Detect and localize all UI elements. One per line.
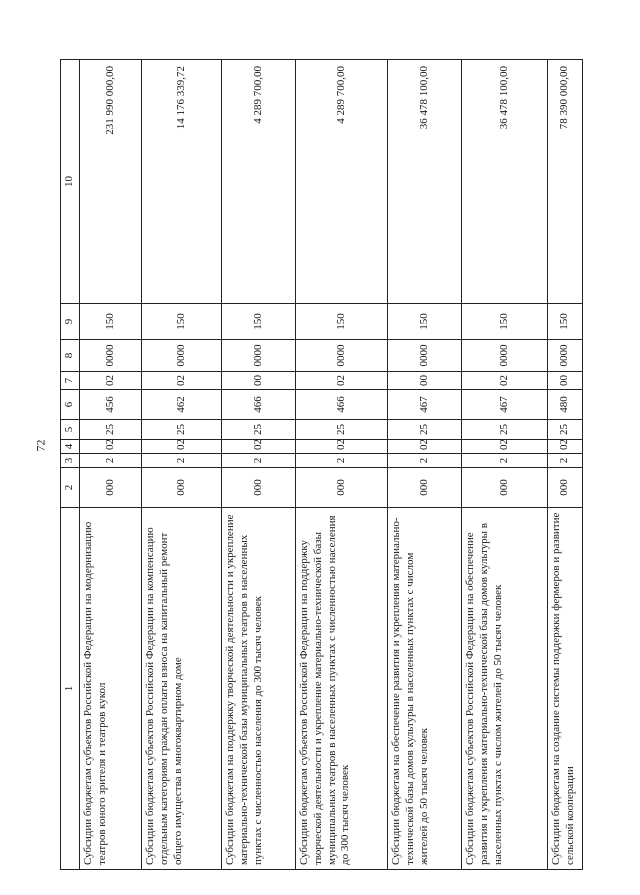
- header-row: [61, 60, 80, 870]
- code-cell: 000: [388, 468, 462, 508]
- code-cell: 466: [296, 390, 388, 420]
- code-cell: 25: [462, 420, 548, 440]
- code-cell: 2: [222, 454, 296, 468]
- code-cell: 0000: [548, 340, 583, 372]
- header-cell: 9: [61, 304, 80, 340]
- code-cell: 150: [222, 304, 296, 340]
- header-cell: 7: [61, 372, 80, 390]
- code-cell: 02: [222, 440, 296, 454]
- code-cell: 0000: [296, 340, 388, 372]
- code-cell: 2: [296, 454, 388, 468]
- code-cell: 000: [296, 468, 388, 508]
- header-cell: 8: [61, 340, 80, 372]
- code-cell: 000: [548, 468, 583, 508]
- row-name: Субсидии бюджетам на обеспечение развития и укрепления материально-технической базы домов культуры в населенных пунктах с числом жителей до 50 тысяч человек: [388, 508, 462, 870]
- code-cell: 2: [80, 454, 142, 468]
- code-cell: 467: [388, 390, 462, 420]
- amount-cell: 36 478 100,00: [462, 60, 548, 304]
- rotated-table-frame: [60, 60, 576, 870]
- code-cell: 467: [462, 390, 548, 420]
- code-cell: 02: [296, 440, 388, 454]
- code-cell: 02: [462, 440, 548, 454]
- code-cell: 000: [142, 468, 222, 508]
- code-cell: 00: [222, 372, 296, 390]
- amount-cell: 4 289 700,00: [222, 60, 296, 304]
- table-row: [548, 60, 583, 870]
- row-name: Субсидии бюджетам субъектов Российской Федерации на обеспечение развития и укрепления материально-технической базы домов культуры в населенных пунктах с числом жителей до 50 тысяч человек: [462, 508, 548, 870]
- amount-cell: 14 176 339,72: [142, 60, 222, 304]
- code-cell: 25: [142, 420, 222, 440]
- code-cell: 2: [142, 454, 222, 468]
- code-cell: 0000: [222, 340, 296, 372]
- code-cell: 462: [142, 390, 222, 420]
- code-cell: 000: [80, 468, 142, 508]
- code-cell: 00: [388, 372, 462, 390]
- code-cell: 0000: [142, 340, 222, 372]
- code-cell: 02: [462, 372, 548, 390]
- code-cell: 150: [142, 304, 222, 340]
- code-cell: 150: [80, 304, 142, 340]
- header-cell: 6: [61, 390, 80, 420]
- code-cell: 02: [80, 372, 142, 390]
- header-cell: 1: [61, 508, 80, 870]
- page-number: 72: [33, 439, 48, 452]
- table-container: [60, 60, 576, 870]
- code-cell: 466: [222, 390, 296, 420]
- table-row: [80, 60, 142, 870]
- code-cell: 150: [388, 304, 462, 340]
- code-cell: 02: [142, 372, 222, 390]
- code-cell: 25: [222, 420, 296, 440]
- code-cell: 000: [222, 468, 296, 508]
- row-name: Субсидии бюджетам субъектов Российской Федерации на компенсацию отдельным категориям граждан оплаты взноса на капитальный ремонт общего имущества в многоквартирном доме: [142, 508, 222, 870]
- code-cell: 02: [142, 440, 222, 454]
- code-cell: 2: [388, 454, 462, 468]
- table-row: [462, 60, 548, 870]
- table-row: [222, 60, 296, 870]
- table-row: [296, 60, 388, 870]
- code-cell: 25: [296, 420, 388, 440]
- code-cell: 000: [462, 468, 548, 508]
- header-cell: 5: [61, 420, 80, 440]
- amount-cell: 231 990 000,00: [80, 60, 142, 304]
- row-name: Субсидии бюджетам на создание системы поддержки фермеров и развитие сельской кооперации: [548, 508, 583, 870]
- code-cell: 0000: [388, 340, 462, 372]
- code-cell: 02: [388, 440, 462, 454]
- code-cell: 480: [548, 390, 583, 420]
- code-cell: 02: [296, 372, 388, 390]
- header-cell: 3: [61, 454, 80, 468]
- code-cell: 02: [548, 440, 583, 454]
- budget-table: [60, 59, 583, 870]
- code-cell: 25: [388, 420, 462, 440]
- code-cell: 0000: [462, 340, 548, 372]
- row-name: Субсидии бюджетам субъектов Российской Федерации на модернизацию театров юного зрителя и театров кукол: [80, 508, 142, 870]
- code-cell: 25: [80, 420, 142, 440]
- header-cell: 2: [61, 468, 80, 508]
- code-cell: 00: [548, 372, 583, 390]
- code-cell: 25: [548, 420, 583, 440]
- amount-cell: 4 289 700,00: [296, 60, 388, 304]
- code-cell: 150: [462, 304, 548, 340]
- header-cell: 10: [61, 60, 80, 304]
- row-name: Субсидии бюджетам на поддержку творческой деятельности и укрепление материально-технической базы муниципальных театров в населенных пунктах с численностью населения до 300 тысяч человек: [222, 508, 296, 870]
- code-cell: 150: [296, 304, 388, 340]
- code-cell: 150: [548, 304, 583, 340]
- code-cell: 0000: [80, 340, 142, 372]
- code-cell: 2: [462, 454, 548, 468]
- table-row: [142, 60, 222, 870]
- table-row: [388, 60, 462, 870]
- amount-cell: 78 390 000,00: [548, 60, 583, 304]
- row-name: Субсидии бюджетам субъектов Российской Федерации на поддержку творческой деятельности и укрепление материально-технической базы муниципальных театров в населенных пунктах с численностью населения до 300 тысяч человек: [296, 508, 388, 870]
- amount-cell: 36 478 100,00: [388, 60, 462, 304]
- code-cell: 2: [548, 454, 583, 468]
- header-cell: 4: [61, 440, 80, 454]
- code-cell: 02: [80, 440, 142, 454]
- code-cell: 456: [80, 390, 142, 420]
